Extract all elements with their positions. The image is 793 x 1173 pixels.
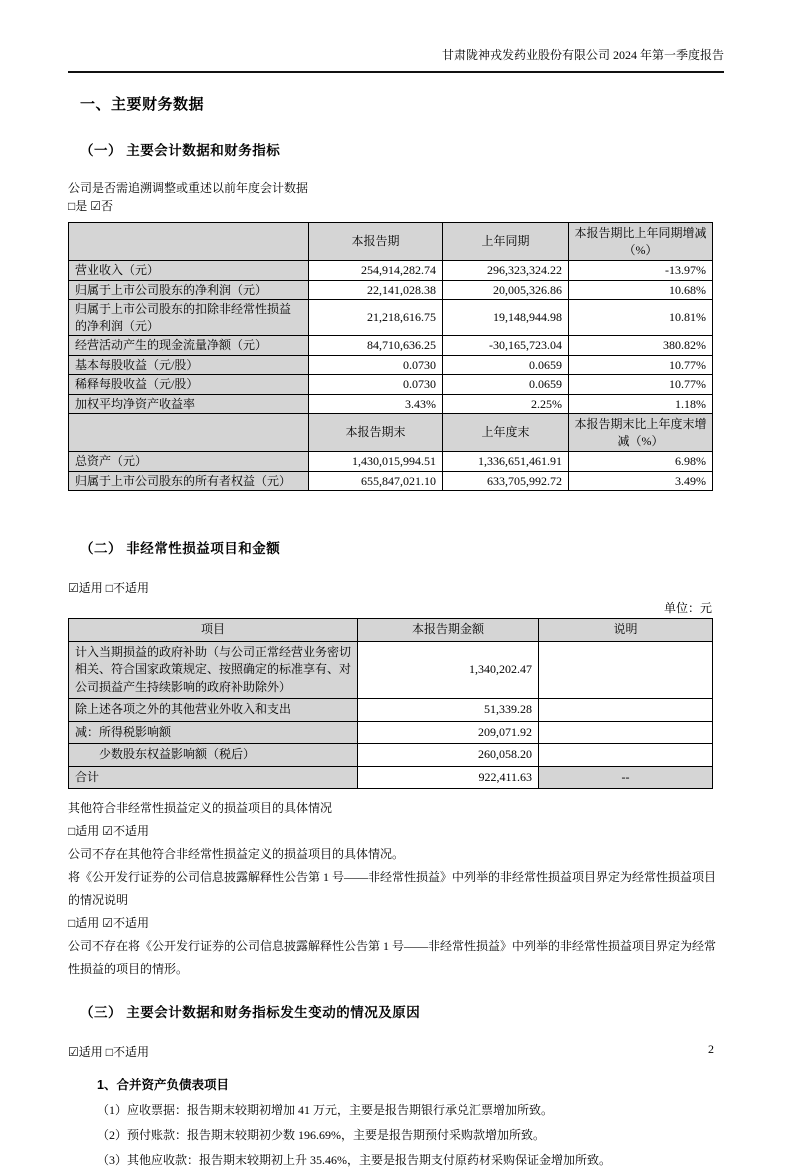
- note-line: 将《公开发行证券的公司信息披露解释性公告第 1 号——非经常性损益》中列举的非经常性损益项目界定为经常性损益项目的情况说明: [68, 870, 717, 907]
- note-checkboxes: □适用 ☑不适用: [68, 916, 150, 930]
- note-line: 公司不存在其他符合非经常性损益定义的损益项目的具体情况。: [68, 847, 405, 861]
- value-cell: 22,141,028.38: [309, 280, 443, 300]
- subsection-title-2: （二） 非经常性损益项目和金额: [80, 541, 281, 556]
- value-cell: 2.25%: [443, 394, 569, 414]
- value-cell: 633,705,992.72: [443, 471, 569, 491]
- table-row: [69, 375, 713, 395]
- value-cell: 1.18%: [569, 394, 713, 414]
- unit-label: 单位：元: [663, 601, 712, 615]
- table-row: [69, 280, 713, 300]
- header-cell: [69, 414, 309, 452]
- restate-answer-checkboxes: □是 ☑否: [68, 199, 114, 213]
- table-row: [69, 394, 713, 414]
- value-cell: 1,340,202.47: [358, 641, 539, 699]
- subsection-title-1: （一） 主要会计数据和财务指标: [80, 143, 281, 158]
- document-header: [68, 48, 724, 73]
- value-cell: 6.98%: [569, 452, 713, 472]
- change-item: （2）预付账款：报告期末较期初少数 196.69%，主要是报告期预付采购款增加所致。: [97, 1128, 545, 1142]
- table-row-total: [69, 766, 713, 789]
- header-cell: 本报告期金额: [358, 619, 539, 642]
- table-row: [69, 641, 713, 699]
- header-cell: 说明: [539, 619, 713, 642]
- value-cell: 21,218,616.75: [309, 300, 443, 336]
- header-cell: 上年同期: [443, 223, 569, 261]
- table-row: [69, 261, 713, 281]
- row-label: 稀释每股收益（元/股）: [69, 375, 309, 395]
- header-cell: [69, 223, 309, 261]
- note-cell: --: [539, 766, 713, 789]
- row-label: 经营活动产生的现金流量净额（元）: [69, 336, 309, 356]
- note-line: 其他符合非经常性损益定义的损益项目的具体情况: [68, 801, 333, 815]
- applicable-checkboxes: ☑适用 □不适用: [68, 1045, 150, 1059]
- table-row: [69, 471, 713, 491]
- row-label: 归属于上市公司股东的所有者权益（元）: [69, 471, 309, 491]
- page-number: 2: [708, 1042, 714, 1056]
- table-row: [69, 721, 713, 744]
- value-cell: 0.0659: [443, 375, 569, 395]
- row-label: 合计: [69, 766, 358, 789]
- value-cell: 10.68%: [569, 280, 713, 300]
- item-group-title: 1、合并资产负债表项目: [97, 1078, 229, 1092]
- row-label: 归属于上市公司股东的扣除非经常性损益的净利润（元）: [69, 300, 309, 336]
- value-cell: -30,165,723.04: [443, 336, 569, 356]
- row-label: 加权平均净资产收益率: [69, 394, 309, 414]
- value-cell: 10.77%: [569, 375, 713, 395]
- table-row: [69, 699, 713, 722]
- header-cell: 项目: [69, 619, 358, 642]
- value-cell: 10.81%: [569, 300, 713, 336]
- note-cell: [539, 699, 713, 722]
- value-cell: 655,847,021.10: [309, 471, 443, 491]
- key-indicators-table: [68, 222, 713, 491]
- value-cell: 0.0659: [443, 355, 569, 375]
- note-checkboxes: □适用 ☑不适用: [68, 824, 150, 838]
- value-cell: 20,005,326.86: [443, 280, 569, 300]
- value-cell: 0.0730: [309, 355, 443, 375]
- note-line: 公司不存在将《公开发行证券的公司信息披露解释性公告第 1 号——非经常性损益》中列举的非经常性损益项目界定为经常性损益的项目的情形。: [68, 939, 717, 976]
- table-row: [69, 355, 713, 375]
- document-title: 甘肃陇神戎发药业股份有限公司 2024 年第一季度报告: [441, 48, 724, 62]
- value-cell: 1,336,651,461.91: [443, 452, 569, 472]
- row-label: 少数股东权益影响额（税后）: [69, 744, 358, 767]
- row-label: 计入当期损益的政府补助（与公司正常经营业务密切相关、符合国家政策规定、按照确定的标准享有、对公司损益产生持续影响的政府补助除外）: [69, 641, 358, 699]
- row-label: 减：所得税影响额: [69, 721, 358, 744]
- change-item: （3）其他应收款：报告期末较期初上升 35.46%，主要是报告期支付原药材采购保证金增加所致。: [97, 1153, 611, 1167]
- value-cell: 3.49%: [569, 471, 713, 491]
- table-header-row: [69, 414, 713, 452]
- value-cell: 0.0730: [309, 375, 443, 395]
- row-label: 总资产（元）: [69, 452, 309, 472]
- table-row: [69, 744, 713, 767]
- section-title-main: 一、主要财务数据: [80, 96, 205, 113]
- header-cell: 本报告期末比上年度末增减（%）: [569, 414, 713, 452]
- value-cell: 84,710,636.25: [309, 336, 443, 356]
- notes-block: [68, 797, 724, 981]
- row-label: 归属于上市公司股东的净利润（元）: [69, 280, 309, 300]
- row-label: 除上述各项之外的其他营业外收入和支出: [69, 699, 358, 722]
- non-recurring-items-table: [68, 618, 713, 789]
- table-header-row: [69, 619, 713, 642]
- change-item: （1）应收票据：报告期末较期初增加 41 万元，主要是报告期银行承兑汇票增加所致。: [97, 1103, 554, 1117]
- value-cell: 380.82%: [569, 336, 713, 356]
- row-label: 基本每股收益（元/股）: [69, 355, 309, 375]
- value-cell: -13.97%: [569, 261, 713, 281]
- header-cell: 本报告期: [309, 223, 443, 261]
- applicable-checkboxes: ☑适用 □不适用: [68, 581, 150, 595]
- table-row: [69, 336, 713, 356]
- restate-question: 公司是否需追溯调整或重述以前年度会计数据: [68, 181, 309, 195]
- note-cell: [539, 744, 713, 767]
- note-cell: [539, 721, 713, 744]
- table-row: [69, 300, 713, 336]
- row-label: 营业收入（元）: [69, 261, 309, 281]
- value-cell: 19,148,944.98: [443, 300, 569, 336]
- value-cell: 296,323,324.22: [443, 261, 569, 281]
- subsection-title-3: （三） 主要会计数据和财务指标发生变动的情况及原因: [80, 1005, 421, 1020]
- note-cell: [539, 641, 713, 699]
- value-cell: 51,339.28: [358, 699, 539, 722]
- change-items: [97, 1098, 724, 1173]
- table-row: [69, 452, 713, 472]
- value-cell: 1,430,015,994.51: [309, 452, 443, 472]
- header-cell: 本报告期末: [309, 414, 443, 452]
- value-cell: 254,914,282.74: [309, 261, 443, 281]
- value-cell: 10.77%: [569, 355, 713, 375]
- value-cell: 209,071.92: [358, 721, 539, 744]
- table-header-row: [69, 223, 713, 261]
- value-cell: 922,411.63: [358, 766, 539, 789]
- value-cell: 3.43%: [309, 394, 443, 414]
- header-cell: 本报告期比上年同期增减（%）: [569, 223, 713, 261]
- value-cell: 260,058.20: [358, 744, 539, 767]
- header-cell: 上年度末: [443, 414, 569, 452]
